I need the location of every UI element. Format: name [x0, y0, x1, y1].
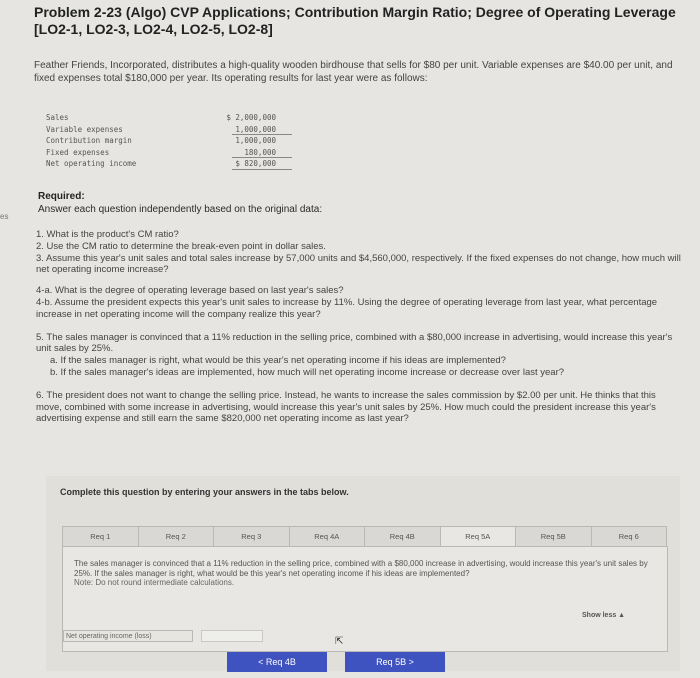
fin-label: Fixed expenses: [46, 147, 110, 157]
problem-title: Problem 2-23 (Algo) CVP Applications; Contribution Margin Ratio; Degree of Operating Leverage [LO2-1, LO2-3, LO2-4, LO2-5, LO2-8]: [34, 4, 676, 37]
question-5: 5. The sales manager is convinced that a 11% reduction in the selling price, combined with a $80,000 increase in advertising, would increase this year's unit sales by 25%.: [36, 331, 673, 355]
required-section: [38, 190, 322, 216]
answer-label: Net operating income (loss): [63, 630, 193, 642]
fin-row-noi: [46, 158, 296, 170]
complete-instruction: Complete this question by entering your answers in the tabs below.: [60, 487, 349, 497]
fin-value: 1,000,000: [235, 136, 276, 145]
tab-req-3[interactable]: Req 3: [213, 526, 290, 546]
question-4b: 4-b. Assume the president expects this year's unit sales to increase by 11%. Using the degree of operating leverage from last year, what percentage increase in net operating income will the company realize this year?: [36, 296, 658, 320]
required-heading: Required:: [38, 191, 85, 202]
fin-rule: [232, 169, 292, 170]
fin-value: $ 820,000: [235, 159, 276, 168]
tab-req-1[interactable]: Req 1: [62, 526, 139, 546]
question-4a: 4-a. What is the degree of operating leverage based on last year's sales?: [36, 285, 344, 297]
required-instruction: Answer each question independently based on the original data:: [38, 204, 323, 215]
mouse-cursor-icon: ⇱: [335, 636, 344, 647]
tab-question: [74, 559, 649, 588]
prev-req-4b-button[interactable]: < Req 4B: [227, 652, 327, 672]
fin-value: $ 2,000,000: [226, 113, 276, 122]
fin-row-cm: [46, 135, 296, 147]
question-6: 6. The president does not want to change the selling price. Instead, he wants to increase the sales commission by $2.00 per unit. He thinks that this move, combined with some increase in advertising, would increase this year's unit sales by 25%. How much could the president increase this year's advertising expense and still earn the same $820,000 net operating income as last year?: [36, 389, 656, 425]
rounding-note: Note: Do not round intermediate calculations.: [74, 578, 235, 588]
tab-req-4b[interactable]: Req 4B: [364, 526, 441, 546]
fin-label: Variable expenses: [46, 124, 123, 134]
fin-row-sales: [46, 112, 296, 124]
question-2: 2. Use the CM ratio to determine the break-even point in dollar sales.: [36, 240, 326, 252]
fin-value: 1,000,000: [235, 124, 276, 134]
tab-question-text: The sales manager is convinced that a 11% reduction in the selling price, combined with a $80,000 increase in advertising, would increase this year's unit sales by 25%. If the sales manager is right, what would be this year's net operating income if his ideas are implemented?: [74, 559, 648, 578]
tab-req-2[interactable]: Req 2: [138, 526, 215, 546]
question-1: 1. What is the product's CM ratio?: [36, 229, 179, 240]
fin-rule: [232, 134, 292, 135]
tab-req-5b[interactable]: Req 5B: [515, 526, 592, 546]
fin-label: Contribution margin: [46, 136, 132, 145]
question-5b: b. If the sales manager's ideas are implemented, how much will net operating income increase or decrease over last year?: [50, 366, 565, 378]
financial-statement: [46, 112, 296, 170]
question-5a: a. If the sales manager is right, what would be this year's net operating income if his ideas are implemented?: [50, 355, 506, 367]
fin-label: Net operating income: [46, 159, 137, 168]
fin-rule: [232, 157, 292, 158]
tab-req-4a[interactable]: Req 4A: [289, 526, 366, 546]
show-less-link[interactable]: Show less ▲: [582, 612, 626, 619]
tab-req-6[interactable]: Req 6: [591, 526, 668, 546]
req-tabs: [62, 526, 666, 546]
fin-label: Sales: [46, 113, 69, 122]
next-req-5b-button[interactable]: Req 5B >: [345, 652, 445, 672]
tab-req-5a[interactable]: Req 5A: [440, 526, 517, 546]
answer-input[interactable]: [201, 630, 263, 642]
problem-intro: Feather Friends, Incorporated, distributes a high-quality wooden birdhouse that sells for $80 per unit. Variable expenses are $40.00 per unit, and fixed expenses total $180,000 per year. Its operating results for last year were as follows:: [34, 60, 673, 84]
edge-fragment: es: [0, 212, 9, 221]
question-list: [36, 229, 684, 425]
fin-value: 180,000: [244, 147, 276, 157]
question-3: 3. Assume this year's unit sales and total sales increase by 57,000 units and $4,560,000, respectively. If the fixed expenses do not change, how much will net operating income increase?: [36, 252, 681, 276]
